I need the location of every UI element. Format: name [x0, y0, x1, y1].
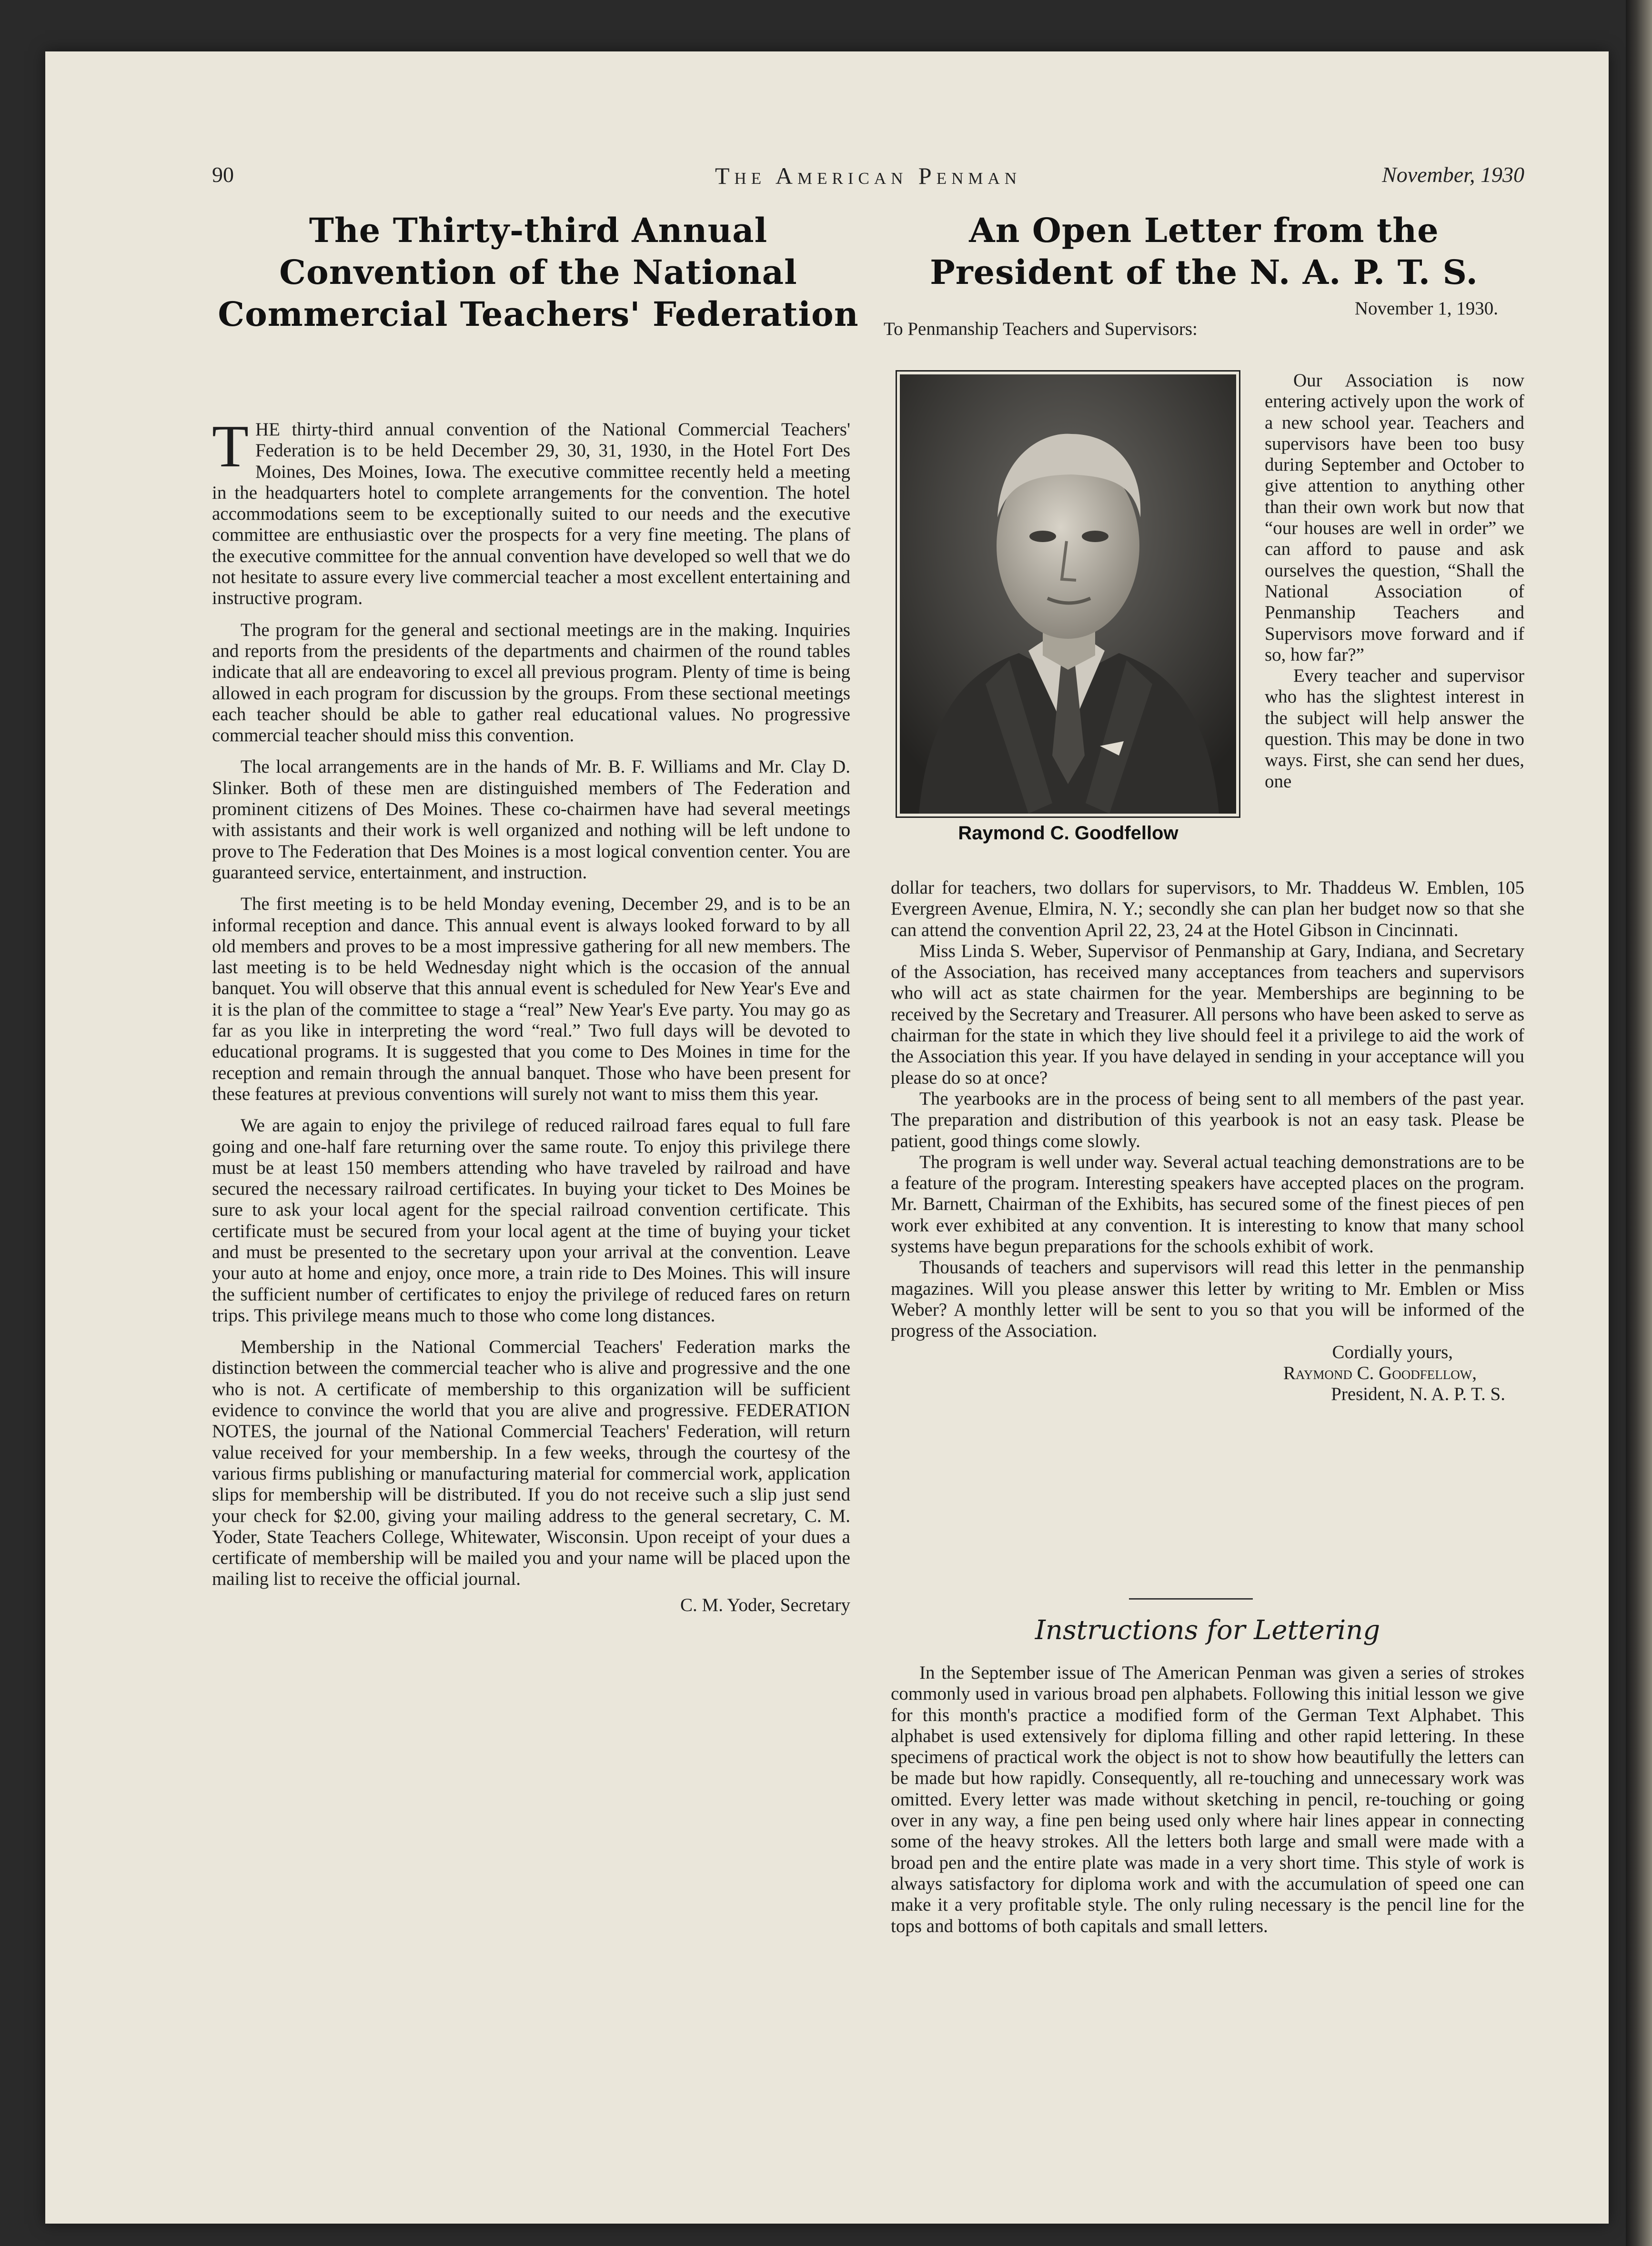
instructions-body: [891, 1662, 1524, 1937]
letter-body-wide: [891, 877, 1524, 1405]
portrait-figure: [896, 370, 1241, 844]
issue-date: November, 1930: [1382, 162, 1524, 187]
right-article-title: An Open Letter from the President of the N. A. P. T. S.: [930, 211, 1478, 292]
section-divider: [1129, 1598, 1253, 1600]
drop-cap: T: [212, 413, 249, 480]
letter-date: November 1, 1930.: [1354, 298, 1498, 319]
paragraph: The local arrangements are in the hands of Mr. B. F. Williams and Mr. Clay D. Slinker. Both of these men are distinguished members of The Federation and prominent citizens of Des Moines. These co-chairmen have had several meetings with assistants and their work is well organized and nothing will be left undone to prove to The Federation that Des Moines is a most logical convention center. You are guaranteed service, entertainment, and instruction.: [212, 756, 850, 883]
letter-signer: Raymond C. Goodfellow,: [1283, 1362, 1477, 1383]
running-head: [212, 162, 1524, 191]
page-number: 90: [212, 162, 234, 187]
paragraph: THE thirty-third annual convention of the National Commercial Teachers' Federation is to be held December 29, 30, 31, 1930, in the Hotel Fort Des Moines, Des Moines, Iowa. The executive committee recently held a meeting in the headquarters hotel to complete arrangements for the convention. The hotel accommodations seem to be exceptionally suited to our needs and the executive committee are enthusiastic over the prospects for a very fine meeting. The plans of the executive committee for the annual convention have developed so well that we do not hesitate to assure every live commercial teacher a most excellent entertaining and instructive program.: [212, 413, 850, 609]
portrait-image: [900, 374, 1236, 814]
letter-body-narrow: [1265, 370, 1524, 792]
paragraph: Every teacher and supervisor who has the slightest interest in the subject will help answer the question. This may be done in two ways. First, she can send her dues, one: [1265, 665, 1524, 792]
left-article-body: [212, 413, 850, 1616]
paragraph: Thousands of teachers and supervisors will read this letter in the penmanship magazines. Will you please answer this letter by writing to Mr. Emblen or Miss Weber? A monthly letter will be sent to you so that you will be informed of the progress of the Association.: [891, 1257, 1524, 1341]
book-spine-edge: [1626, 0, 1652, 2246]
letter-salutation: To Penmanship Teachers and Supervisors:: [884, 319, 1198, 339]
journal-title: The American Penman: [715, 162, 1022, 189]
paragraph: Membership in the National Commercial Teachers' Federation marks the distinction between the commercial teacher who is alive and progressive and the one who is not. A certificate of membership to this organization will be sufficient evidence to convince the world that you are alive and progressive. FEDERATION NOTES, the journal of the National Commercial Teachers' Federation, will return value received for your membership. In a few weeks, through the courtesy of the various firms publishing or manufacturing material for commercial work, application slips for membership will be distributed. If you do not receive such a slip just send your check for $2.00, giving your mailing address to the general secretary, C. M. Yoder, State Teachers College, Whitewater, Wisconsin. Upon receipt of your dues a certificate of membership will be mailed you and your name will be placed upon the mailing list to receive the official journal.: [212, 1337, 850, 1590]
paragraph: The program for the general and sectional meetings are in the making. Inquiries and reports from the presidents of the departments and chairmen of the round tables indicate that all are endeavoring to excel all previous program. Plenty of time is being allowed in each program for discussion by the groups. From these sectional meetings each teacher should be able to gather real educational values. No progressive commercial teacher should miss this convention.: [212, 619, 850, 746]
left-article-title: The Thirty-third Annual Convention of the National Commercial Teachers' Federation: [218, 211, 859, 334]
paragraph: The first meeting is to be held Monday evening, December 29, and is to be an informal reception and dance. This annual event is always looked forward to by all old members and proves to be a most impressive gathering for all new members. The last meeting is to be held Wednesday night which is the occasion of the annual banquet. You will observe that this annual event is scheduled for New Year's Eve and it is the plan of the committee to stage a “real” New Year's Eve party. You may go as far as you like in interpreting the word “real.” Two full days will be devoted to educational programs. It is suggested that you come to Des Moines in time for the reception and remain through the annual banquet. Those who have been present for these features at previous conventions will surely not want to miss them this year.: [212, 894, 850, 1104]
paragraph: Miss Linda S. Weber, Supervisor of Penmanship at Gary, Indiana, and Secretary of the Association, has received many acceptances from teachers and supervisors who will act as state chairmen for the year. Memberships are beginning to be received by the Secretary and Treasurer. All persons who have been asked to serve as chairman for the state in which they live should feel it a privilege to aid the work of the Association this year. If you have delayed in sending in your acceptance will you please do so at once?: [891, 940, 1524, 1088]
paragraph: The yearbooks are in the process of being sent to all members of the past year. The preparation and distribution of this yearbook is not an easy task. Please be patient, good things come slowly.: [891, 1088, 1524, 1151]
portrait-caption: Raymond C. Goodfellow: [958, 823, 1179, 844]
paragraph: dollar for teachers, two dollars for supervisors, to Mr. Thaddeus W. Emblen, 105 Evergreen Avenue, Elmira, N. Y.; secondly she can plan her budget now so that she can attend the convention April 22, 23, 24 at the Hotel Gibson in Cincinnati.: [891, 877, 1524, 940]
paragraph: Our Association is now entering actively upon the work of a new school year. Teachers and supervisors have been too busy during September and October to give attention to anything other than their own work but now that “our houses are well in order” we can afford to pause and ask ourselves the question, “Shall the National Association of Penmanship Teachers and Supervisors move forward and if so, how far?”: [1265, 370, 1524, 665]
paragraph: We are again to enjoy the privilege of reduced railroad fares equal to full fare going and one-half fare returning over the same route. To enjoy this privilege there must be at least 150 members attending who have traveled by railroad and have secured the necessary railroad certificates. In buying your ticket to Des Moines be sure to ask your local agent for the special railroad convention certificate. This certificate must be secured from your local agent at the time of buying your ticket and must be presented to the secretary upon your arrival at the convention. Leave your auto at home and enjoy, once more, a train ride to Des Moines. This will insure the sufficient number of certificates to enjoy the privilege of reduced fares on return trips. This privilege means much to those who come long distances.: [212, 1115, 850, 1326]
paragraph: The program is well under way. Several actual teaching demonstrations are to be a feature of the program. Interesting speakers have accepted places on the program. Mr. Barnett, Chairman of the Exhibits, has secured some of the finest pieces of pen work ever exhibited at any convention. It is interesting to know that many school systems have begun preparations for the schools exhibit of work.: [891, 1151, 1524, 1257]
paragraph: In the September issue of The American Penman was given a series of strokes commonly used in various broad pen alphabets. Following this initial lesson we give for this month's practice a modified form of the German Text Alphabet. This alphabet is used extensively for diploma filling and other rapid lettering. In these specimens of practical work the object is not to show how beautifully the letters can be made but how rapidly. Consequently, all re-touching and unnecessary work was omitted. Every letter was made without sketching in pencil, re-touching or going over in any way, a fine pen being used only where hair lines appear in connecting some of the heavy strokes. All the letters both large and small were made with a broad pen and the entire plate was made in a very short time. This style of work is always satisfactory for diploma work and with the accumulation of speed one can make it a very profitable style. The only ruling necessary is the pencil line for the tops and bottoms of both capitals and small letters.: [891, 1662, 1524, 1936]
letter-closing: Cordially yours,: [1332, 1341, 1453, 1362]
instructions-title: Instructions for Lettering: [1035, 1615, 1380, 1646]
signer-title: President, N. A. P. T. S.: [1331, 1384, 1505, 1405]
portrait-photo: [896, 370, 1240, 818]
secretary-signature: C. M. Yoder, Secretary: [680, 1594, 850, 1615]
